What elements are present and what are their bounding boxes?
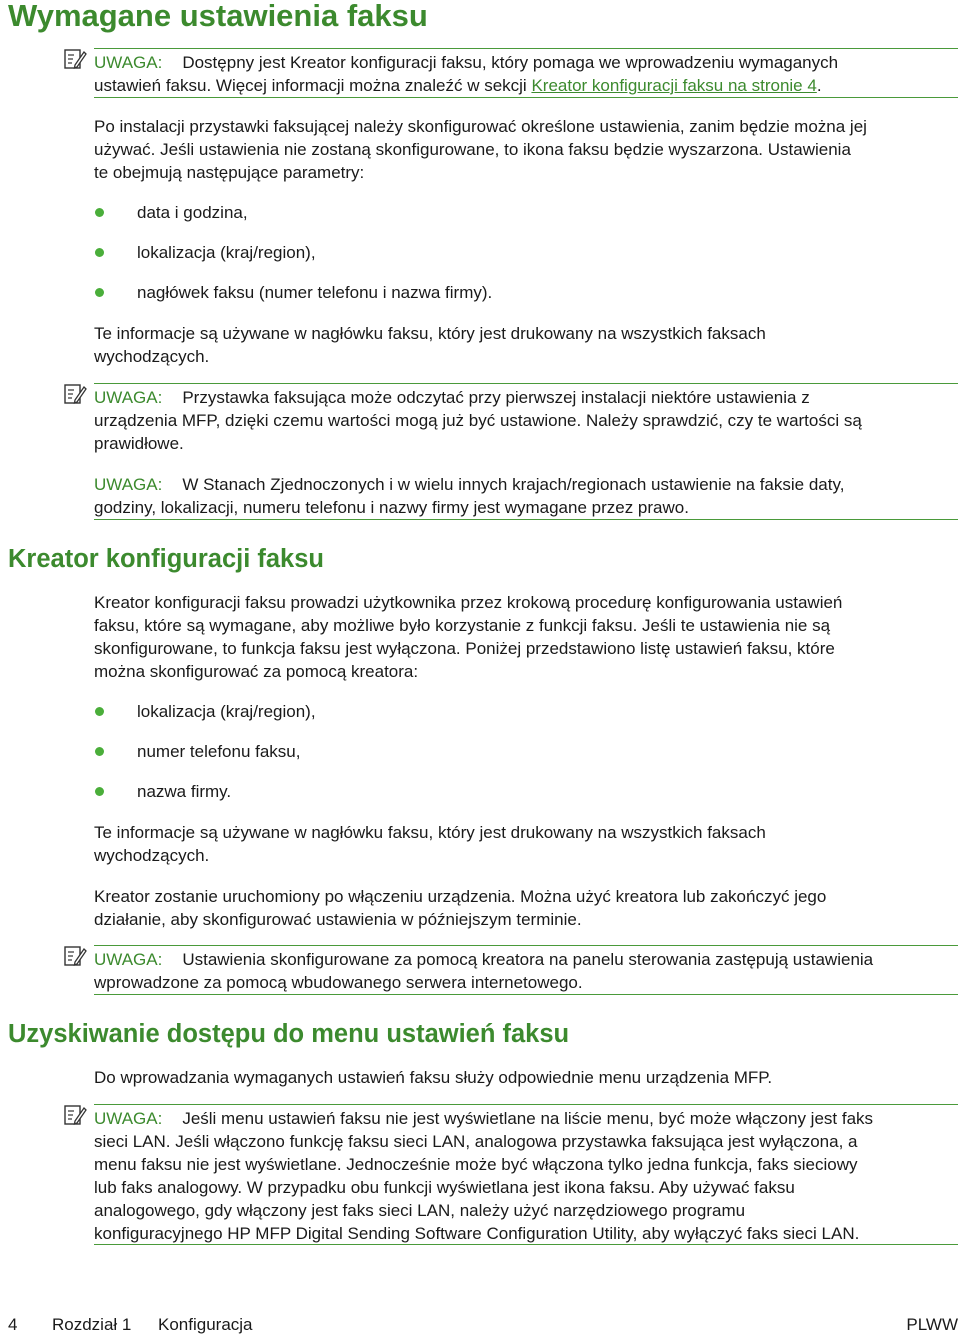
list-item-text: data i godzina, — [137, 203, 248, 222]
page-number: 4 — [8, 1315, 18, 1334]
paragraph-line: Kreator zostanie uruchomiony po włączeniu urządzenia. Można użyć kreatora lub zakończyć jego — [94, 887, 827, 906]
paragraph-line: używać. Jeśli ustawienia nie zostaną skonfigurowane, to ikona faksu będzie wyszarzona. Ustawienia — [94, 140, 851, 159]
note-pencil-icon — [63, 944, 87, 968]
note-pencil-icon — [63, 382, 87, 406]
bullet-dot-icon — [95, 248, 104, 257]
paragraph-header-info — [94, 322, 960, 368]
paragraph-intro — [94, 115, 960, 184]
bullet-dot-icon — [95, 208, 104, 217]
section-title-fax-wizard: Kreator konfiguracji faksu — [8, 545, 324, 573]
paragraph-line: wychodzących. — [94, 347, 210, 366]
list-item — [0, 201, 492, 241]
note-rule-bottom — [94, 97, 958, 98]
note-rule-bottom — [94, 994, 958, 995]
note-text: urządzenia MFP, dzięki czemu wartości mogą już być ustawione. Należy sprawdzić, czy te wartości są — [94, 411, 862, 430]
bullet-dot-icon — [95, 747, 104, 756]
note-text: menu faksu nie jest wyświetlane. Jednocześnie może być włączona tylko jedna funkcja, faks sieciowy — [94, 1155, 858, 1174]
note-label: UWAGA: — [94, 388, 163, 407]
note-text: lub faks analogowy. W przypadku obu funkcji wyświetlana jest ikona faksu. Aby używać faksu — [94, 1178, 795, 1197]
note-rule-top — [94, 1104, 958, 1105]
paragraph-wizard-intro — [94, 591, 960, 683]
note-text: konfiguracyjnego HP MFP Digital Sending Software Configuration Utility, aby wyłączyć faks sieci LAN. — [94, 1224, 860, 1243]
paragraph-menu-access — [94, 1066, 960, 1089]
paragraph-line: Te informacje są używane w nagłówku faksu, który jest drukowany na wszystkich faksach — [94, 823, 766, 842]
paragraph-line: Te informacje są używane w nagłówku faksu, który jest drukowany na wszystkich faksach — [94, 324, 766, 343]
paragraph-line: działanie, aby skonfigurować ustawienia w późniejszym terminie. — [94, 910, 582, 929]
note-label: UWAGA: — [94, 53, 163, 72]
paragraph-line: Kreator konfiguracji faksu prowadzi użytkownika przez krokową procedurę konfigurowania ustawień — [94, 593, 843, 612]
footer-chapter: Rozdział 1 — [52, 1315, 132, 1334]
paragraph-header-info-2 — [94, 821, 960, 867]
page-footer — [0, 1313, 960, 1336]
note-text: sieci LAN. Jeśli włączono funkcję faksu sieci LAN, analogowa przystawka faksująca jest wyłączona, a — [94, 1132, 858, 1151]
footer-code: PLWW — [906, 1315, 958, 1334]
note-mfp-settings — [94, 386, 958, 455]
paragraph-line: wychodzących. — [94, 846, 210, 865]
list-item-text: nagłówek faksu (numer telefonu i nazwa firmy). — [137, 283, 493, 302]
bullet-dot-icon — [95, 707, 104, 716]
note-fax-wizard — [94, 51, 958, 97]
paragraph-line: skonfigurowane, to funkcja faksu jest wyłączona. Poniżej przedstawiono listę ustawień faksu, które — [94, 639, 835, 658]
note-label: UWAGA: — [94, 1109, 163, 1128]
note-rule-top — [94, 48, 958, 49]
note-text: Jeśli menu ustawień faksu nie jest wyświetlane na liście menu, być może włączony jest faks — [182, 1109, 874, 1128]
paragraph-line: te obejmują następujące parametry: — [94, 163, 365, 182]
note-rule-top — [94, 383, 958, 384]
bullet-dot-icon — [95, 288, 104, 297]
note-pencil-icon — [63, 1103, 87, 1127]
list-item-text: nazwa firmy. — [137, 782, 232, 801]
note-body — [94, 1107, 958, 1245]
list-item-text: numer telefonu faksu, — [137, 742, 301, 761]
note-rule-bottom — [94, 519, 958, 520]
bullet-list-wizard-settings — [0, 700, 316, 820]
note-text: analogowego, gdy włączony jest faks sieci LAN, należy użyć narzędziowego programu — [94, 1201, 746, 1220]
note-text: godziny, lokalizacji, numeru telefonu i nazwy firmy jest wymagane przez prawo. — [94, 498, 689, 517]
section-title-fax-menu-access: Uzyskiwanie dostępu do menu ustawień faksu — [8, 1020, 570, 1048]
note-body — [94, 948, 958, 994]
bullet-dot-icon — [95, 787, 104, 796]
list-item — [0, 740, 316, 780]
list-item — [0, 281, 492, 321]
footer-chapter-title: Konfiguracja — [158, 1315, 253, 1334]
list-item-text: lokalizacja (kraj/region), — [137, 243, 316, 262]
note-text: ustawień faksu. Więcej informacji można znaleźć w sekcji — [94, 76, 532, 95]
note-text: wprowadzone za pomocą wbudowanego serwera internetowego. — [94, 973, 583, 992]
paragraph-line: faksu, które są wymagane, aby możliwe było korzystanie z funkcji faksu. Jeśli te ustawienia nie są — [94, 616, 831, 635]
note-label: UWAGA: — [94, 950, 163, 969]
paragraph-wizard-start — [94, 885, 960, 931]
note-text: W Stanach Zjednoczonych i w wielu innych krajach/regionach ustawienie na faksie daty, — [182, 475, 845, 494]
section-title-required-fax-settings: Wymagane ustawienia faksu — [8, 0, 428, 33]
list-item — [0, 780, 316, 820]
note-legal-requirement — [94, 473, 958, 519]
link-fax-setup-wizard[interactable]: Kreator konfiguracji faksu na stronie 4 — [531, 76, 817, 95]
bullet-list-parameters — [0, 201, 492, 321]
note-body — [94, 386, 958, 455]
paragraph-line: Po instalacji przystawki faksującej należy skonfigurować określone ustawienia, zanim będzie można jej — [94, 117, 867, 136]
note-text: Ustawienia skonfigurowane za pomocą kreatora na panelu sterowania zastępują ustawienia — [182, 950, 874, 969]
note-body — [94, 473, 958, 519]
note-lan-fax — [94, 1107, 958, 1245]
list-item — [0, 700, 316, 740]
note-text-end: . — [816, 76, 822, 95]
list-item — [0, 241, 492, 281]
list-item-text: lokalizacja (kraj/region), — [137, 702, 316, 721]
note-text: prawidłowe. — [94, 434, 184, 453]
note-label: UWAGA: — [94, 475, 163, 494]
note-rule-bottom — [94, 1244, 958, 1245]
note-wizard-override — [94, 948, 958, 994]
note-body — [94, 51, 958, 97]
note-text: Przystawka faksująca może odczytać przy pierwszej instalacji niektóre ustawienia z — [182, 388, 810, 407]
note-text: Dostępny jest Kreator konfiguracji faksu, który pomaga we wprowadzeniu wymaganych — [182, 53, 839, 72]
note-pencil-icon — [63, 47, 87, 71]
note-rule-top — [94, 945, 958, 946]
paragraph-line: można skonfigurować za pomocą kreatora: — [94, 662, 419, 681]
paragraph-line: Do wprowadzania wymaganych ustawień faksu służy odpowiednie menu urządzenia MFP. — [94, 1068, 773, 1087]
